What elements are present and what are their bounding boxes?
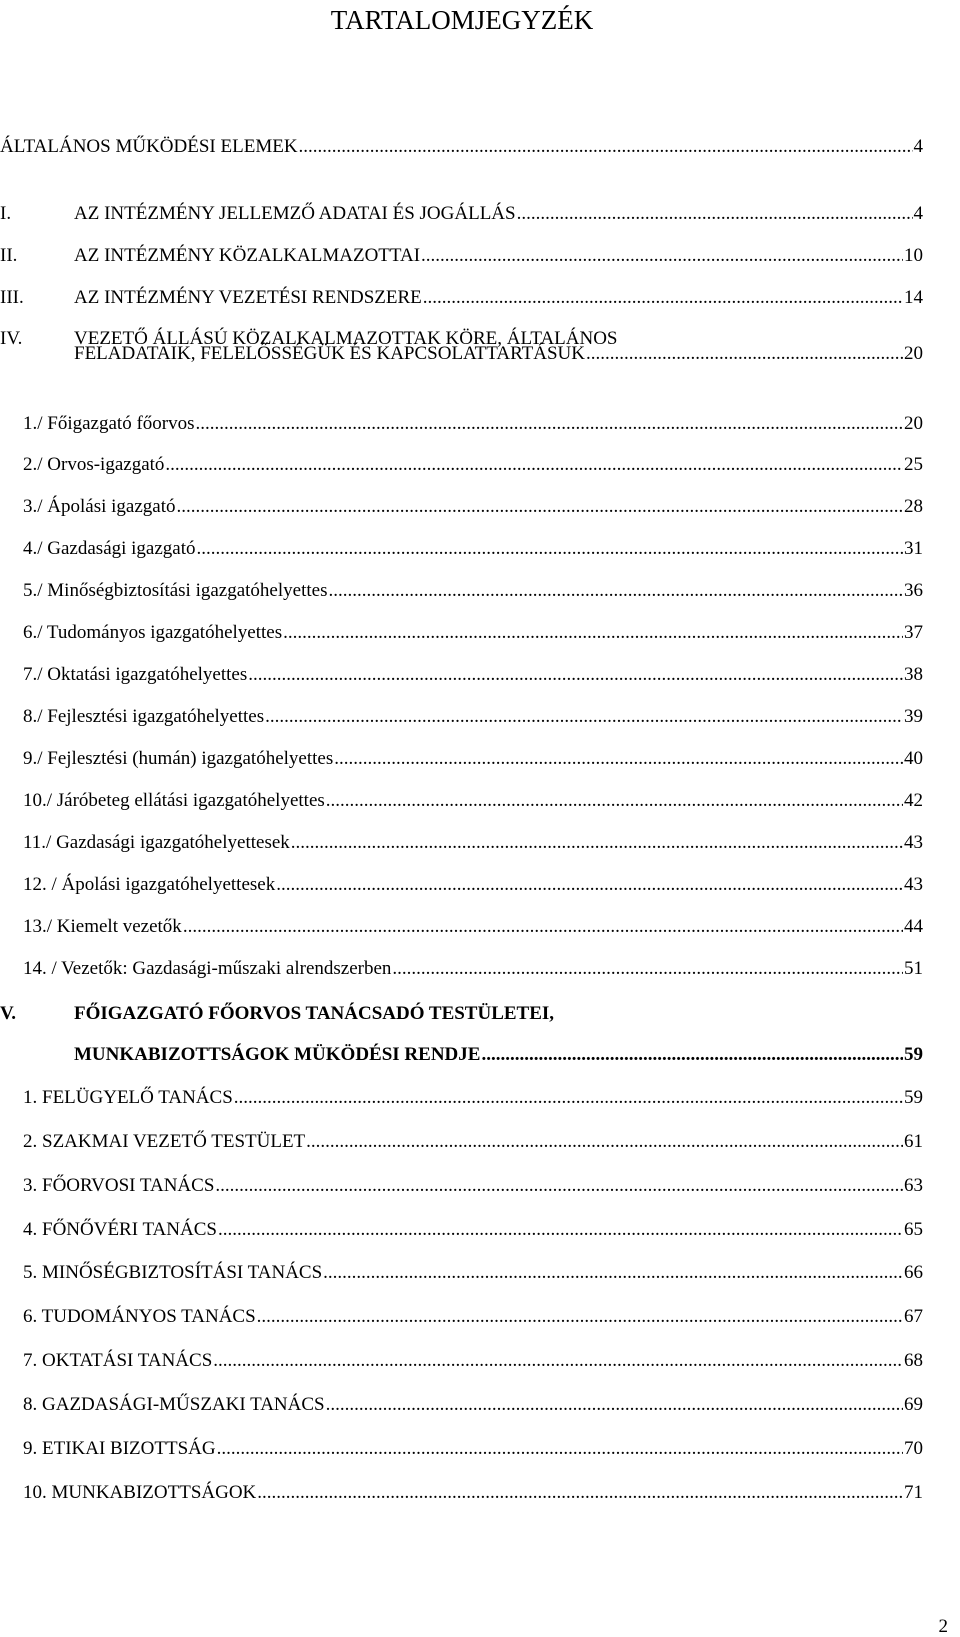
toc-subentry[interactable] [23, 1173, 923, 1199]
dot-leader [165, 452, 903, 478]
toc-subentry-label: 14. / Vezetők: Gazdasági-műszaki alrendszerben [23, 958, 392, 979]
toc-entry-label: ÁLTALÁNOS MŰKÖDÉSI ELEMEK [0, 136, 298, 157]
dot-leader [276, 872, 903, 898]
toc-entry-label-continued: FELADATAIK, FELELŐSSÉGÜK ÉS KAPCSOLATTARTÁSUK [74, 343, 585, 364]
toc-subentry-label: 9. ETIKAI BIZOTTSÁG [23, 1438, 216, 1459]
dot-leader [423, 285, 903, 311]
toc-subentry-label: 3./ Ápolási igazgató [23, 496, 176, 517]
toc-entry-chapter-3[interactable] [0, 285, 923, 311]
toc-subentry[interactable] [23, 411, 923, 437]
toc-subentry-label: 12. / Ápolási igazgatóhelyettesek [23, 874, 276, 895]
toc-subentry[interactable] [23, 704, 923, 730]
toc-page-number: 59 [904, 1087, 923, 1108]
toc-page-number: 65 [904, 1219, 923, 1240]
toc-subentry-label: 8./ Fejlesztési igazgatóhelyettes [23, 706, 265, 727]
dot-leader [421, 243, 903, 269]
dot-leader [334, 746, 903, 772]
toc-subentry-label: 13./ Kiemelt vezetők [23, 916, 182, 937]
dot-leader [217, 1436, 903, 1462]
toc-subentry[interactable] [23, 620, 923, 646]
toc-subentry[interactable] [23, 494, 923, 520]
toc-page-number: 37 [904, 622, 923, 643]
toc-page-number: 39 [904, 706, 923, 727]
toc-entry-label-continued: MUNKABIZOTTSÁGOK MÜKÖDÉSI RENDJE [74, 1044, 481, 1065]
page-title: TARTALOMJEGYZÉK [330, 5, 594, 35]
toc-entry-chapter-5-continued[interactable] [74, 1042, 923, 1068]
toc-subentry[interactable] [23, 662, 923, 688]
toc-page-number: 36 [904, 580, 923, 601]
toc-subentry[interactable] [23, 1085, 923, 1111]
toc-entry-label: AZ INTÉZMÉNY JELLEMZŐ ADATAI ÉS JOGÁLLÁS [74, 203, 516, 224]
toc-subentry[interactable] [23, 1260, 923, 1286]
toc-subentry[interactable] [23, 1348, 923, 1374]
dot-leader [323, 1260, 903, 1286]
dot-leader [196, 411, 903, 437]
toc-page-number: 10 [904, 245, 923, 266]
toc-subentry-label: 11./ Gazdasági igazgatóhelyettesek [23, 832, 290, 853]
dot-leader [586, 341, 903, 367]
dot-leader [218, 1217, 903, 1243]
toc-subentry-label: 3. FŐORVOSI TANÁCS [23, 1175, 215, 1196]
dot-leader [326, 788, 903, 814]
toc-page-number: 4 [913, 203, 923, 224]
toc-page-number: 44 [904, 916, 923, 937]
dot-leader [213, 1348, 903, 1374]
toc-page-number: 68 [904, 1350, 923, 1371]
dot-leader [177, 494, 904, 520]
toc-page-number: 70 [904, 1438, 923, 1459]
toc-subentry-label: 5./ Minőségbiztosítási igazgatóhelyettes [23, 580, 328, 601]
dot-leader [326, 1392, 903, 1418]
toc-subentry-label: 9./ Fejlesztési (humán) igazgatóhelyettes [23, 748, 334, 769]
dot-leader [517, 201, 913, 227]
dot-leader [328, 578, 903, 604]
toc-subentry[interactable] [23, 788, 923, 814]
toc-subentry[interactable] [23, 578, 923, 604]
toc-page-number: 40 [904, 748, 923, 769]
toc-subentry[interactable] [23, 536, 923, 562]
toc-entry-label: FŐIGAZGATÓ FŐORVOS TANÁCSADÓ TESTÜLETEI, [74, 1003, 555, 1024]
toc-entry-label: VEZETŐ ÁLLÁSÚ KÖZALKALMAZOTTAK KÖRE, ÁLTALÁNOS [74, 328, 618, 349]
toc-subentry[interactable] [23, 1129, 923, 1155]
toc-subentry-label: 5. MINŐSÉGBIZTOSÍTÁSI TANÁCS [23, 1262, 323, 1283]
toc-chapter-number: III. [0, 287, 24, 308]
toc-subentry-label: 1./ Főigazgató főorvos [23, 413, 195, 434]
dot-leader [299, 134, 913, 160]
toc-subentry-label: 10./ Járóbeteg ellátási igazgatóhelyettes [23, 790, 325, 811]
toc-entry-label: AZ INTÉZMÉNY KÖZALKALMAZOTTAI [74, 245, 421, 266]
dot-leader [234, 1085, 903, 1111]
toc-entry-chapter-4-continued[interactable] [74, 341, 923, 367]
dot-leader [265, 704, 903, 730]
toc-chapter-number: V. [0, 1003, 17, 1024]
toc-entry-label: AZ INTÉZMÉNY VEZETÉSI RENDSZERE [74, 287, 422, 308]
toc-page-number: 28 [904, 496, 923, 517]
toc-subentry-label: 7. OKTATÁSI TANÁCS [23, 1350, 213, 1371]
toc-subentry[interactable] [23, 1217, 923, 1243]
toc-subentry-label: 4./ Gazdasági igazgató [23, 538, 196, 559]
dot-leader [291, 830, 903, 856]
dot-leader [215, 1173, 903, 1199]
dot-leader [257, 1304, 903, 1330]
toc-page-number: 71 [904, 1482, 923, 1503]
toc-subentry-label: 6. TUDOMÁNYOS TANÁCS [23, 1306, 256, 1327]
document-page-number: 2 [938, 1616, 948, 1637]
toc-subentry[interactable] [23, 1436, 923, 1462]
toc-subentry[interactable] [23, 830, 923, 856]
toc-entry-chapter-5[interactable] [0, 1001, 923, 1027]
toc-subentry-label: 4. FŐNŐVÉRI TANÁCS [23, 1219, 217, 1240]
toc-page-number: 14 [904, 287, 923, 308]
dot-leader [197, 536, 903, 562]
toc-page-number: 51 [904, 958, 923, 979]
toc-subentry-label: 6./ Tudományos igazgatóhelyettes [23, 622, 283, 643]
toc-subentry[interactable] [23, 746, 923, 772]
dot-leader [283, 620, 903, 646]
toc-subentry-label: 1. FELÜGYELŐ TANÁCS [23, 1087, 233, 1108]
toc-page-number: 25 [904, 454, 923, 475]
toc-page-number: 31 [904, 538, 923, 559]
toc-page-number: 66 [904, 1262, 923, 1283]
toc-chapter-number: I. [0, 203, 12, 224]
toc-chapter-number: IV. [0, 328, 23, 349]
toc-entry-chapter-1[interactable] [0, 201, 923, 227]
dot-leader [392, 956, 903, 982]
toc-subentry-label: 8. GAZDASÁGI-MŰSZAKI TANÁCS [23, 1394, 325, 1415]
dot-leader [257, 1480, 903, 1506]
dot-leader [248, 662, 903, 688]
toc-subentry[interactable] [23, 914, 923, 940]
dot-leader [306, 1129, 903, 1155]
toc-page-number: 20 [904, 413, 923, 434]
toc-subentry[interactable] [23, 1392, 923, 1418]
toc-subentry[interactable] [23, 956, 923, 982]
toc-subentry[interactable] [23, 1480, 923, 1506]
toc-page-number: 38 [904, 664, 923, 685]
toc-entry-chapter-2[interactable] [0, 243, 923, 269]
toc-subentry[interactable] [23, 452, 923, 478]
toc-page-number: 67 [904, 1306, 923, 1327]
dot-leader [183, 914, 903, 940]
dot-leader [481, 1042, 903, 1068]
toc-page-number: 20 [904, 343, 923, 364]
toc-subentry-label: 10. MUNKABIZOTTSÁGOK [23, 1482, 257, 1503]
toc-chapter-number: II. [0, 245, 18, 266]
toc-page-number: 69 [904, 1394, 923, 1415]
toc-subentry-label: 2./ Orvos-igazgató [23, 454, 165, 475]
toc-page-number: 4 [913, 136, 923, 157]
toc-subentry[interactable] [23, 872, 923, 898]
toc-subentry[interactable] [23, 1304, 923, 1330]
toc-page-number: 61 [904, 1131, 923, 1152]
toc-subentry-label: 2. SZAKMAI VEZETŐ TESTÜLET [23, 1131, 306, 1152]
toc-page-number: 63 [904, 1175, 923, 1196]
toc-subentry-label: 7./ Oktatási igazgatóhelyettes [23, 664, 248, 685]
toc-page-number: 59 [904, 1044, 923, 1065]
toc-page-number: 43 [904, 874, 923, 895]
toc-page-number: 42 [904, 790, 923, 811]
toc-page-number: 43 [904, 832, 923, 853]
toc-entry-general[interactable] [0, 134, 923, 160]
